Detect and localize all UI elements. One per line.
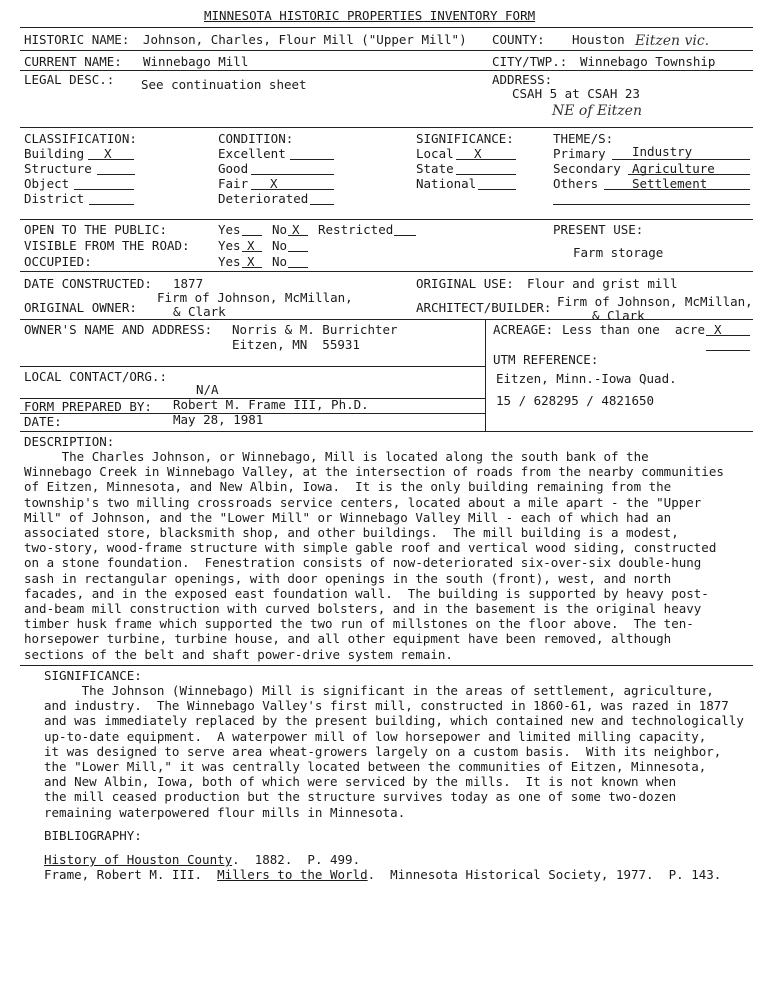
visible-no-label: No [272,238,288,253]
open-yes-label: Yes [218,222,241,237]
local-mark: X [474,146,482,161]
form-prepared-label: FORM PREPARED BY: [24,399,152,414]
description-line: facades, and in the exposed east foundation wall. The building is supported by heavy post- [24,585,709,601]
description-line: horsepower turbine, turbine house, and all other equipment have been removed, although [24,631,672,647]
original-use-value: Flour and grist mill [527,276,678,291]
significance-line: remaining waterpowered flour mills in Minnesota. [44,804,406,820]
open-public-label: OPEN TO THE PUBLIC: [24,222,167,237]
description-line: and-beam mill construction with curved bolsters, and in the basement is the original heavy [24,601,702,617]
themes-label: THEME/S: [553,131,614,146]
building-label: Building [24,146,85,161]
excellent-label: Excellent [218,146,286,161]
occupied-yes-mark: X [247,254,255,269]
open-restricted-label: Restricted [318,222,394,237]
significance-body [44,683,754,820]
historic-name-label: HISTORIC NAME: [24,32,130,47]
bibliography-entry-2-rest: . Minnesota Historical Society, 1977. P. 143. [367,867,722,882]
bibliography-entry-2-author: Frame, Robert M. III. [44,867,218,882]
present-use-value: Farm storage [573,245,664,260]
utm-label: UTM REFERENCE: [493,352,599,367]
significance-label: SIGNIFICANCE: [44,668,142,683]
description-line: township's two milling crossroads service centers, located about a mile apart - the "Upper [24,494,702,510]
acreage-label: ACREAGE: [493,322,554,337]
classification-label: CLASSIFICATION: [24,131,137,146]
description-line: Mill" of Johnson, and the "Lower Mill" or Winnebago Valley Mill - each of which had an [24,509,672,525]
significance-line: it was designed to serve area wheat-growers largely on a custom basis. With its neighbor, [44,743,722,759]
primary-value: Industry [632,144,693,159]
significance-line: and industry. The Winnebago Valley's first mill, constructed in 1860-61, was razed in 1877 [44,698,729,714]
description-body [24,449,754,662]
significance-line: the mill ceased production but the structure survives today as one of some two-dozen [44,789,677,805]
present-use-label: PRESENT USE: [553,222,644,237]
primary-label: Primary [553,146,606,161]
acreage-mark: X [714,322,722,337]
local-contact-value: N/A [196,382,219,397]
bibliography-entry-2 [44,867,721,882]
state-label: State [416,161,454,176]
date-label: DATE: [24,414,62,429]
description-line: of Eitzen, Minnesota, and New Albin, Iowa. It is the only building remaining from the [24,479,672,495]
good-label: Good [218,161,249,176]
structure-label: Structure [24,161,92,176]
description-line: Winnebago Creek in Winnebago Valley, at the intersection of roads from the nearby communities [24,464,724,480]
significance-line: The Johnson (Winnebago) Mill is significant in the areas of settlement, agriculture, [44,683,714,698]
fair-label: Fair [218,176,249,191]
description-line: The Charles Johnson, or Winnebago, Mill is located along the south bank of the [24,449,649,464]
national-label: National [416,176,477,191]
description-line: associated store, blacksmith shop, and other buildings. The mill building is a modest, [24,525,679,541]
district-label: District [24,191,85,206]
county-handwritten: Eitzen vic. [635,33,710,49]
owner-line1: Norris & M. Burrichter [232,322,398,337]
others-label: Others [553,176,599,191]
occupied-yes-label: Yes [218,254,241,269]
visible-yes-label: Yes [218,238,241,253]
condition-label: CONDITION: [218,131,294,146]
significance-line: and New Albin, Iowa, both of which were serviced by the mills. It is not known when [44,774,677,790]
architect-label: ARCHITECT/BUILDER: [416,300,552,315]
description-line: sections of the belt and shaft power-drive system remain. [24,646,453,662]
bibliography-label: BIBLIOGRAPHY: [44,828,142,843]
original-owner-label: ORIGINAL OWNER: [24,300,137,315]
county-value: Houston [572,32,625,47]
form-title: MINNESOTA HISTORIC PROPERTIES INVENTORY FORM [204,8,536,23]
utm-quad: Eitzen, Minn.-Iowa Quad. [496,371,677,386]
owner-line2: Eitzen, MN 55931 [232,337,360,352]
legal-desc-value: See continuation sheet [141,77,307,92]
local-contact-label: LOCAL CONTACT/ORG.: [24,369,167,384]
bibliography-entry-1-rest: . 1882. P. 499. [232,852,361,867]
address-value: CSAH 5 at CSAH 23 [512,86,640,101]
building-mark: X [104,146,112,161]
original-owner-line1: Firm of Johnson, McMillan, [157,290,353,305]
visible-road-label: VISIBLE FROM THE ROAD: [24,238,190,253]
form-prepared-value: Robert M. Frame III, Ph.D. [173,397,369,412]
significance-line: the "Lower Mill," it was centrally located between the communities of Eitzen, Minnesota, [44,759,707,775]
open-no-label: No [272,222,288,237]
object-label: Object [24,176,70,191]
county-label: COUNTY: [492,32,545,47]
legal-desc-label: LEGAL DESC.: [24,72,115,87]
date-value: May 28, 1981 [173,412,264,427]
fair-mark: X [270,176,278,191]
local-label: Local [416,146,454,161]
description-line: timber husk frame which supported the two run of millstones on the floor above. The ten- [24,616,694,632]
others-value: Settlement [632,176,708,191]
significance-line: up-to-date equipment. A waterpower mill of low horsepower and limited milling capacity, [44,728,707,744]
open-no-mark: X [292,222,300,237]
date-constructed-value: 1877 [173,276,204,291]
original-owner-line2: & Clark [173,304,226,319]
description-label: DESCRIPTION: [24,434,115,449]
description-line: two-story, wood-frame structure with simple gable roof and vertical wood siding, constructed [24,540,717,556]
utm-coords: 15 / 628295 / 4821650 [496,393,655,408]
acreage-value: Less than one acre [562,322,705,337]
address-handwritten: NE of Eitzen [552,103,642,119]
secondary-label: Secondary [553,161,621,176]
significance-line: and was immediately replaced by the present building, which contained new and technologically [44,713,744,729]
bibliography-entry-1-title: History of Houston County [44,852,233,867]
address-label: ADDRESS: [492,72,553,87]
historic-name-value: Johnson, Charles, Flour Mill ("Upper Mill") [143,32,467,47]
city-twp-label: CITY/TWP.: [492,54,568,69]
secondary-value: Agriculture [632,161,715,176]
occupied-label: OCCUPIED: [24,254,92,269]
significance-class-label: SIGNIFICANCE: [416,131,514,146]
current-name-label: CURRENT NAME: [24,54,122,69]
description-line: sash in rectangular openings, with door openings in the south (front), west, and north [24,570,672,586]
occupied-no-label: No [272,254,288,269]
bibliography-entry-2-title: Millers to the World [217,867,368,882]
architect-line2: & Clark [592,308,645,323]
description-line: on a stone foundation. Fenestration consists of now-deteriorated six-over-six double-hung [24,555,702,571]
city-twp-value: Winnebago Township [580,54,716,69]
date-constructed-label: DATE CONSTRUCTED: [24,276,152,291]
deteriorated-label: Deteriorated [218,191,309,206]
owner-label: OWNER'S NAME AND ADDRESS: [24,322,213,337]
original-use-label: ORIGINAL USE: [416,276,514,291]
visible-yes-mark: X [247,238,255,253]
current-name-value: Winnebago Mill [143,54,249,69]
bibliography-entry-1 [44,852,360,867]
architect-line1: Firm of Johnson, McMillan, [557,294,753,309]
